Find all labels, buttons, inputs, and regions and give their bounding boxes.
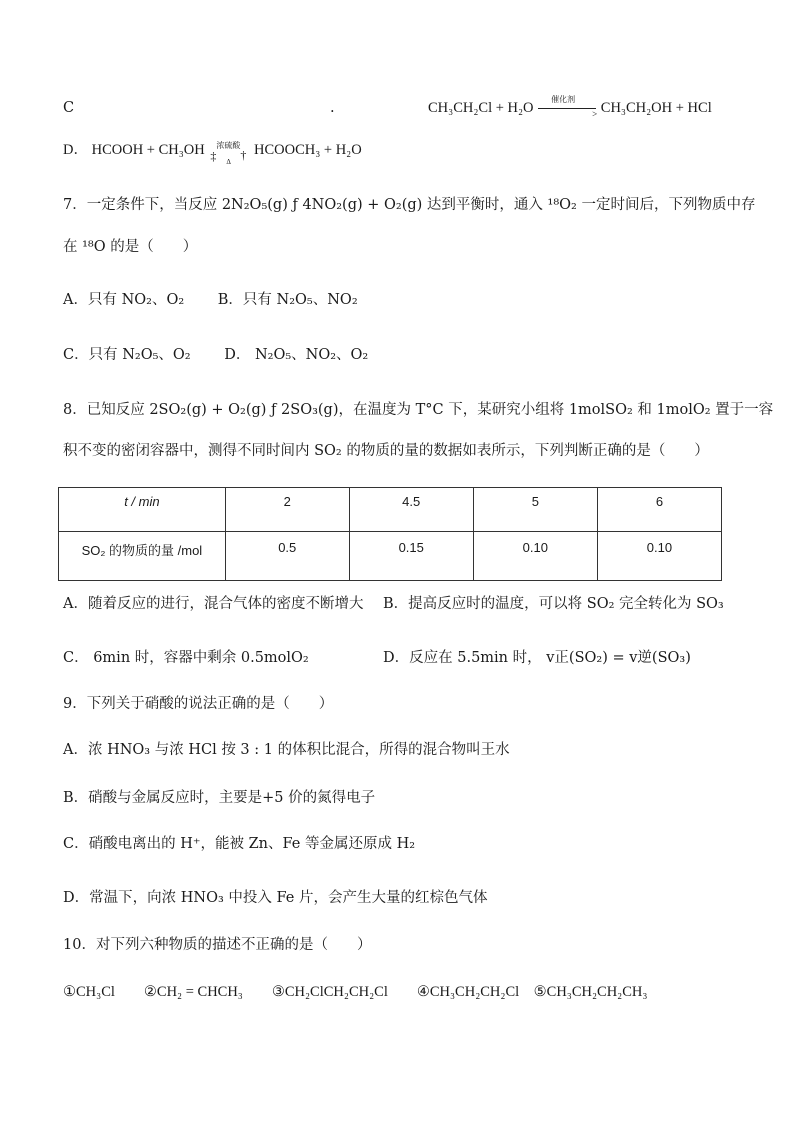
reversible-arrow-icon: 浓硫酸 ‡ Δ † bbox=[208, 140, 250, 160]
q8-option-a: A．随着反应的进行，混合气体的密度不断增大 bbox=[63, 596, 364, 612]
q8-stem-line2: 积不变的密闭容器中，测得不同时间内 SO₂ 的物质的量的数据如表所示，下列判断正确的是（ ） bbox=[63, 443, 709, 459]
table-data-row bbox=[59, 532, 722, 581]
condition-bottom: Δ bbox=[226, 158, 231, 166]
equation-left: CH₃CH₂Cl + H₂O bbox=[428, 100, 534, 116]
q9-stem: 9．下列关于硝酸的说法正确的是（ ） bbox=[63, 696, 334, 712]
table-cell: 0.15 bbox=[349, 532, 473, 581]
table-header-cell: 5 bbox=[473, 488, 597, 532]
q7-stem-line1: 7．一定条件下，当反应 2N₂O₅(g) ƒ 4NO₂(g) + O₂(g) 达到平衡时，通入 ¹⁸O₂ 一定时间后，下列物质中存 bbox=[63, 197, 756, 213]
table-header-cell: t / min bbox=[59, 488, 226, 532]
q8-option-d: D．反应在 5.5min 时， v正(SO₂) = v逆(SO₃) bbox=[383, 650, 691, 666]
q8-option-c: C． 6min 时，容器中剩余 0.5molO₂ bbox=[63, 650, 309, 666]
table-cell: 0.10 bbox=[597, 532, 721, 581]
q10-stem: 10．对下列六种物质的描述不正确的是（ ） bbox=[63, 937, 372, 953]
q7-stem-line2: 在 ¹⁸O 的是（ ） bbox=[63, 239, 198, 255]
q6-option-c-dot: . bbox=[330, 100, 335, 116]
table-header-cell: 2 bbox=[225, 488, 349, 532]
q6-option-d bbox=[63, 140, 362, 166]
table-cell: 0.5 bbox=[225, 532, 349, 581]
catalyst-label: 催化剂 bbox=[551, 95, 576, 104]
right-arrow-icon: > bbox=[538, 108, 596, 109]
equation-left: HCOOH + CH₃OH bbox=[91, 142, 205, 158]
q9-option-b: B．硝酸与金属反应时，主要是+5 价的氮得电子 bbox=[63, 790, 376, 806]
q9-option-a: A．浓 HNO₃ 与浓 HCl 按 3 : 1 的体积比混合，所得的混合物叫王水 bbox=[63, 742, 510, 758]
q6-option-c-label: C bbox=[63, 100, 75, 116]
table-cell: 0.10 bbox=[473, 532, 597, 581]
q8-data-table bbox=[58, 487, 722, 581]
q6-option-c-equation bbox=[428, 95, 712, 120]
q10-items: ①CH₃Cl ②CH₂ = CHCH₃ ③CH₂ClCH₂CH₂Cl ④CH₃CH₂CH₂Cl ⑤CH₃CH₂CH₂CH₃ bbox=[63, 984, 648, 1000]
catalyst-arrow bbox=[537, 95, 598, 120]
q9-option-c: C．硝酸电离出的 H⁺，能被 Zn、Fe 等金属还原成 H₂ bbox=[63, 836, 416, 852]
option-d-label: D． bbox=[63, 142, 88, 158]
q8-stem-line1: 8．已知反应 2SO₂(g) + O₂(g) ƒ 2SO₃(g)，在温度为 T°C 下，某研究小组将 1molSO₂ 和 1molO₂ 置于一容 bbox=[63, 402, 774, 418]
q9-option-d: D．常温下，向浓 HNO₃ 中投入 Fe 片，会产生大量的红棕色气体 bbox=[63, 890, 488, 906]
q7-options-line1: A．只有 NO₂、O₂ B．只有 N₂O₅、NO₂ bbox=[63, 292, 358, 308]
q7-options-line2: C．只有 N₂O₅、O₂ D． N₂O₅、NO₂、O₂ bbox=[63, 347, 369, 363]
equation-right: HCOOCH₃ + H₂O bbox=[254, 142, 362, 158]
table-header-cell: 4.5 bbox=[349, 488, 473, 532]
table-header-cell: 6 bbox=[597, 488, 721, 532]
table-row-label: SO₂ 的物质的量 /mol bbox=[59, 532, 226, 581]
table-header-row bbox=[59, 488, 722, 532]
q8-option-b: B．提高反应时的温度，可以将 SO₂ 完全转化为 SO₃ bbox=[383, 596, 724, 612]
condition-top: 浓硫酸 bbox=[216, 141, 241, 150]
equation-right: CH₃CH₂OH + HCl bbox=[600, 100, 712, 116]
